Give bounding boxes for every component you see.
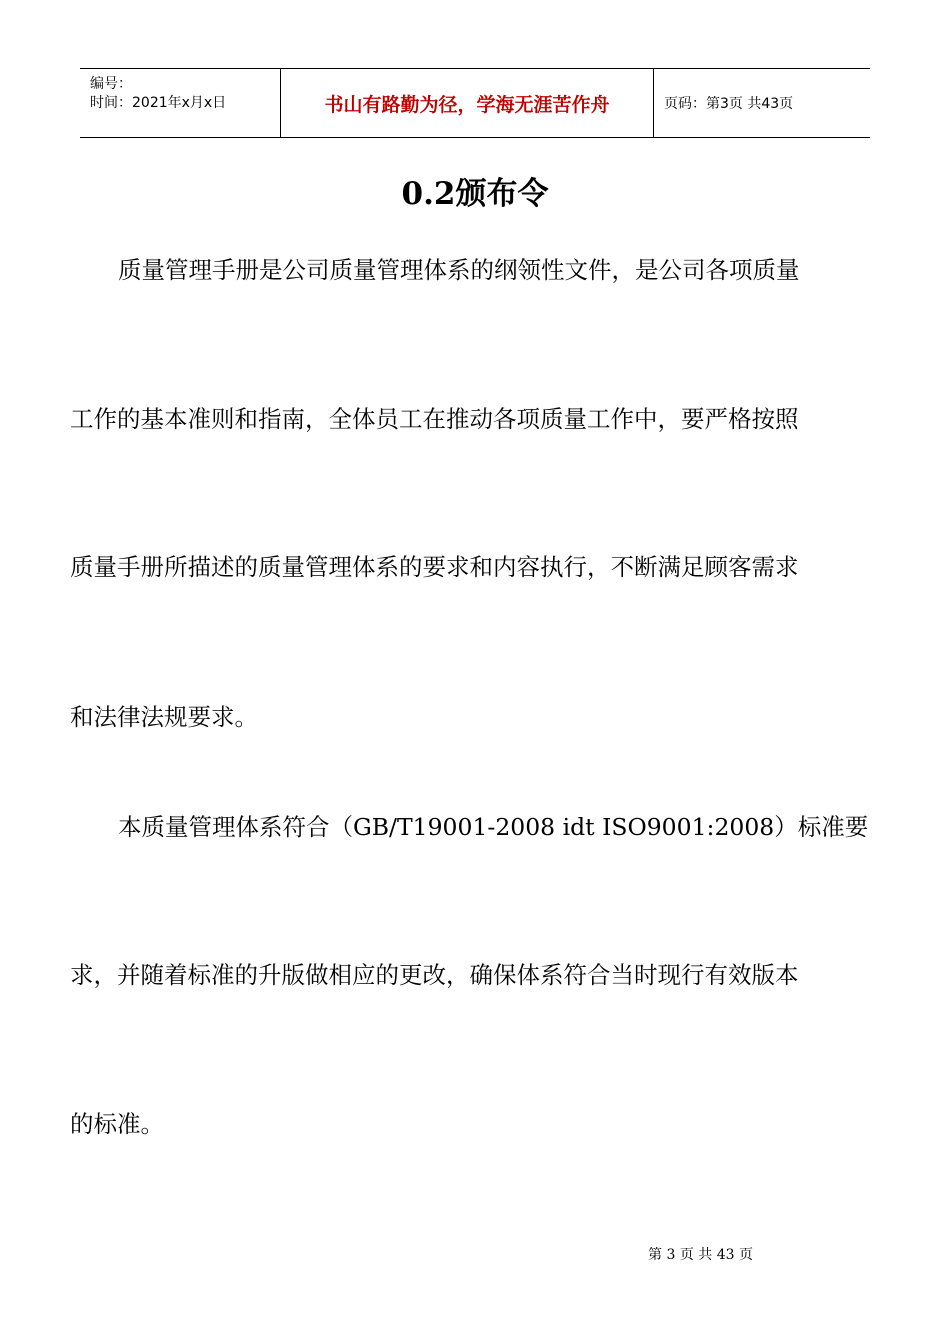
page-footer: 第 3 页 共 43 页 [648,1247,753,1263]
page-header [80,68,870,138]
header-page-info: 页码：第3页 共43页 [664,96,794,112]
body-line: 求，并随着标准的升版做相应的更改，确保体系符合当时现行有效版本 [70,961,799,989]
body-line: 工作的基本准则和指南，全体员工在推动各项质量工作中，要严格按照 [70,405,799,433]
document-time-label: 时间：2021年x月x日 [90,95,227,111]
body-line: 和法律法规要求。 [70,703,258,731]
header-meta [80,69,281,137]
header-motto: 书山有路勤为径，学海无涯苦作舟 [281,69,654,137]
body-line: 质量管理手册是公司质量管理体系的纲领性文件，是公司各项质量 [118,256,800,284]
body-line: 本质量管理体系符合（GB/T19001-2008 idt ISO9001:2008）标准要 [118,813,869,841]
body-line: 的标准。 [70,1110,164,1138]
body-line: 质量手册所描述的质量管理体系的要求和内容执行，不断满足顾客需求 [70,553,799,581]
section-title: 0.2颁布令 [401,176,549,212]
document-number-label: 编号： [90,76,132,92]
